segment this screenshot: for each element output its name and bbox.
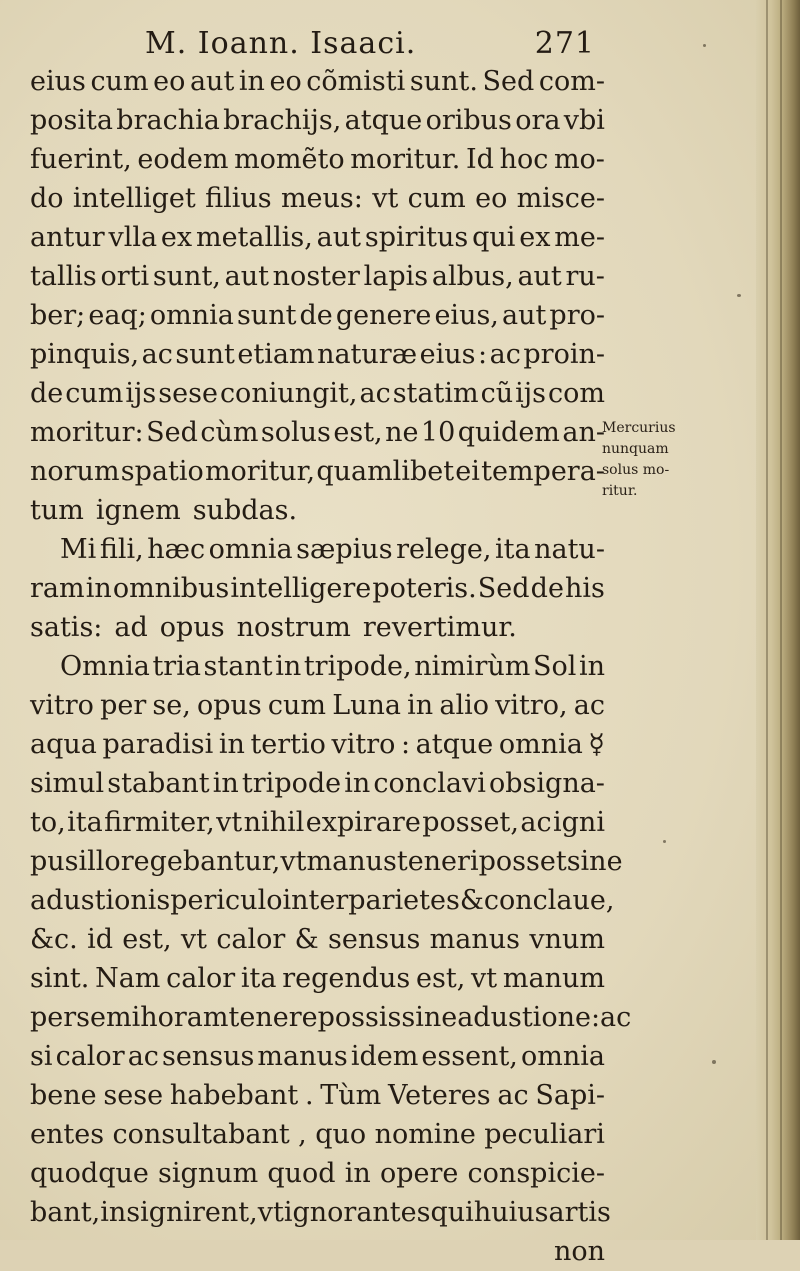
text-line: quodque signum quod in opere conspicie- bbox=[30, 1158, 605, 1189]
page-gutter-shadow bbox=[756, 0, 800, 1240]
text-line: tallis orti sunt, aut noster lapis albus, aut ru- bbox=[30, 261, 605, 292]
text-line: vitro per se, opus cum Luna in alio vitro, ac bbox=[30, 690, 605, 721]
catchword: non bbox=[553, 1236, 605, 1267]
text-line: ber; eaq; omnia sunt de genere eius, aut pro- bbox=[30, 300, 605, 331]
page-number: 271 bbox=[534, 26, 595, 61]
text-line: aqua paradisi in tertio vitro : atque omnia ☿ bbox=[30, 729, 605, 760]
text-line: simul stabant in tripode in conclavi obsigna- bbox=[30, 768, 605, 799]
text-line: antur vlla ex metallis, aut spiritus qui ex me- bbox=[30, 222, 605, 253]
text-line: do intelliget filius meus: vt cum eo misce- bbox=[30, 183, 605, 214]
paper-speck bbox=[712, 1060, 716, 1064]
main-text-block bbox=[30, 62, 632, 1271]
text-line: norum spatio moritur, quamlibet ei tempera- bbox=[30, 456, 605, 487]
text-line: adustionis periculo inter parietes & conclaue, bbox=[30, 885, 615, 916]
text-line: si calor ac sensus manus idem essent, omnia bbox=[30, 1041, 605, 1072]
gutter-edge-line bbox=[780, 0, 782, 1240]
text-line: tum ignem subdas. bbox=[30, 495, 298, 526]
paper-speck bbox=[737, 294, 741, 297]
marginal-note-line: ritur. bbox=[602, 483, 638, 499]
text-line: moritur: Sed cùm solus est, ne 10 quidem an- bbox=[30, 417, 605, 448]
gutter-edge-line bbox=[766, 0, 768, 1240]
marginal-note-line: nunquam bbox=[602, 441, 669, 457]
text-line: satis: ad opus nostrum revertimur. bbox=[30, 612, 517, 643]
paper-speck bbox=[703, 44, 706, 47]
text-line: &c. id est, vt calor & sensus manus vnum bbox=[30, 924, 605, 955]
text-line: eius cum eo aut in eo cõmisti sunt. Sed com- bbox=[30, 66, 605, 97]
text-line: bene sese habebant . Tùm Veteres ac Sapi- bbox=[30, 1080, 605, 1111]
text-line: posita brachia brachijs, atque oribus ora vbi bbox=[30, 105, 605, 136]
text-line: de cum ijs sese coniungit, ac statim cũ ijs com bbox=[30, 378, 605, 409]
paper-speck bbox=[663, 840, 666, 843]
text-line: sint. Nam calor ita regendus est, vt manum bbox=[30, 963, 605, 994]
text-line: to, ita firmiter, vt nihil expirare posset, ac igni bbox=[30, 807, 605, 838]
text-line: pinquis, ac sunt etiam naturæ eius : ac proin- bbox=[30, 339, 605, 370]
marginal-note-line: solus mo- bbox=[602, 462, 670, 478]
text-line: Omnia tria stant in tripode, nimirùm Sol in bbox=[60, 651, 605, 682]
marginal-note bbox=[602, 418, 722, 502]
text-line: per semihoram tenere possis sine adustione: ac bbox=[30, 1002, 632, 1033]
text-line: fuerint, eodem momẽto moritur. Id hoc mo- bbox=[30, 144, 605, 175]
text-line: Mi fili, hæc omnia sæpius relege, ita natu- bbox=[60, 534, 605, 565]
running-head bbox=[115, 26, 595, 64]
text-line: ram in omnibus intelligere poteris. Sed de his bbox=[30, 573, 605, 604]
running-head-title: M. Ioann. Isaaci. bbox=[145, 26, 417, 61]
text-line: entes consultabant , quo nomine peculiari bbox=[30, 1119, 605, 1150]
text-line: pusillo regebantur, vt manus teneri posset sine bbox=[30, 846, 623, 877]
text-line: bant, insignirent, vt ignorantes qui huius artis bbox=[30, 1197, 611, 1228]
marginal-note-line: Mercurius bbox=[602, 420, 676, 436]
